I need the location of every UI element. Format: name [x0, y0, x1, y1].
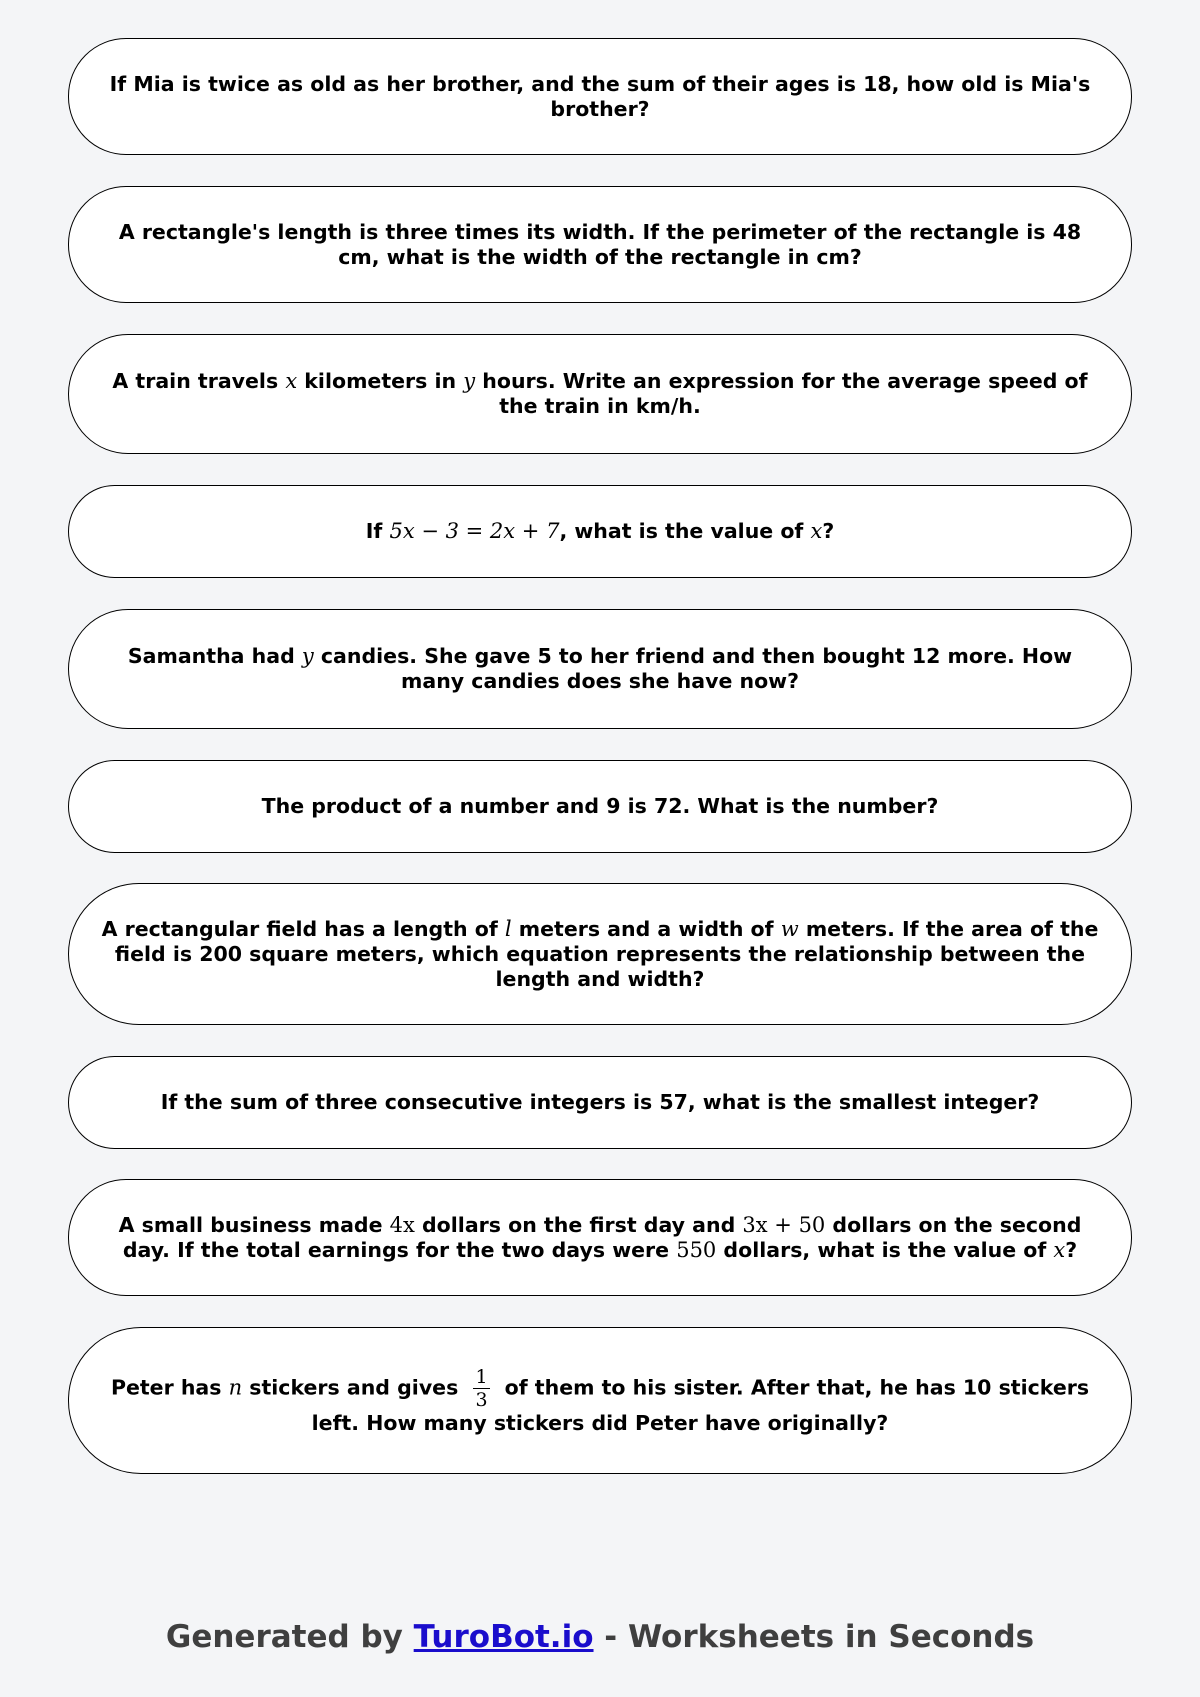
fraction: [473, 1366, 489, 1411]
question-text: The product of a number and 9 is 72. What is the number?: [261, 794, 939, 818]
question-text: A rectangle's length is three times its width. If the perimeter of the rectangle is 48 cm, what is the width of the rectangle in cm?: [118, 219, 1082, 269]
math-variable: x: [1053, 1237, 1066, 1262]
fraction-denominator: 3: [475, 1388, 488, 1411]
question-card-5: [68, 609, 1132, 729]
math-expression: 3x + 50: [742, 1212, 826, 1237]
math-variable: w: [780, 916, 799, 941]
question-card-1: [68, 38, 1132, 155]
question-text: If the sum of three consecutive integers is 57, what is the smallest integer?: [160, 1090, 1040, 1114]
question-card-8: [68, 1056, 1132, 1149]
math-variable: l: [504, 916, 512, 941]
math-equation: 5x − 3 = 2x + 7: [389, 519, 560, 543]
math-variable: x: [810, 519, 823, 543]
footer: Generated by TuroBot.io - Worksheets in Seconds: [165, 1619, 1035, 1655]
fraction-numerator: 1: [475, 1365, 488, 1388]
question-card-4: [68, 485, 1132, 578]
question-text: If Mia is twice as old as her brother, and the sum of their ages is 18, how old is Mia's brother?: [109, 71, 1091, 121]
question-text: A rectangular field has a length of l meters and a width of w meters. If the area of the field is 200 square meters, which equation represents the relationship between the length and width?: [101, 916, 1099, 991]
question-card-7: [68, 883, 1132, 1025]
math-expression: 4x: [389, 1212, 415, 1237]
question-text: Samantha had y candies. She gave 5 to her friend and then bought 12 more. How many candies does she have now?: [127, 644, 1073, 693]
question-text: A train travels x kilometers in y hours. Write an expression for the average speed of the train in km/h.: [112, 369, 1088, 418]
question-text: Peter has n stickers and gives $\frac{1}{3}$ of them to his sister. After that, he has 10 stickers left. How many stickers did Peter have originally?: [110, 1365, 1090, 1435]
question-card-2: [68, 186, 1132, 303]
math-variable: n: [228, 1375, 243, 1399]
math-variable: y: [463, 369, 476, 393]
math-variable: y: [301, 644, 314, 668]
question-card-9: [68, 1179, 1132, 1296]
question-card-10: [68, 1327, 1132, 1474]
math-number: 550: [676, 1237, 717, 1262]
question-text: A small business made 4x dollars on the first day and 3x + 50 dollars on the second day. If the total earnings for the two days were 550 dollars, what is the value of x?: [118, 1212, 1082, 1262]
question-text: If 5x − 3 = 2x + 7, what is the value of x?: [365, 519, 835, 543]
math-variable: x: [285, 369, 298, 393]
question-card-6: [68, 760, 1132, 853]
question-card-3: [68, 334, 1132, 454]
turobot-link[interactable]: TuroBot.io: [413, 1619, 594, 1655]
